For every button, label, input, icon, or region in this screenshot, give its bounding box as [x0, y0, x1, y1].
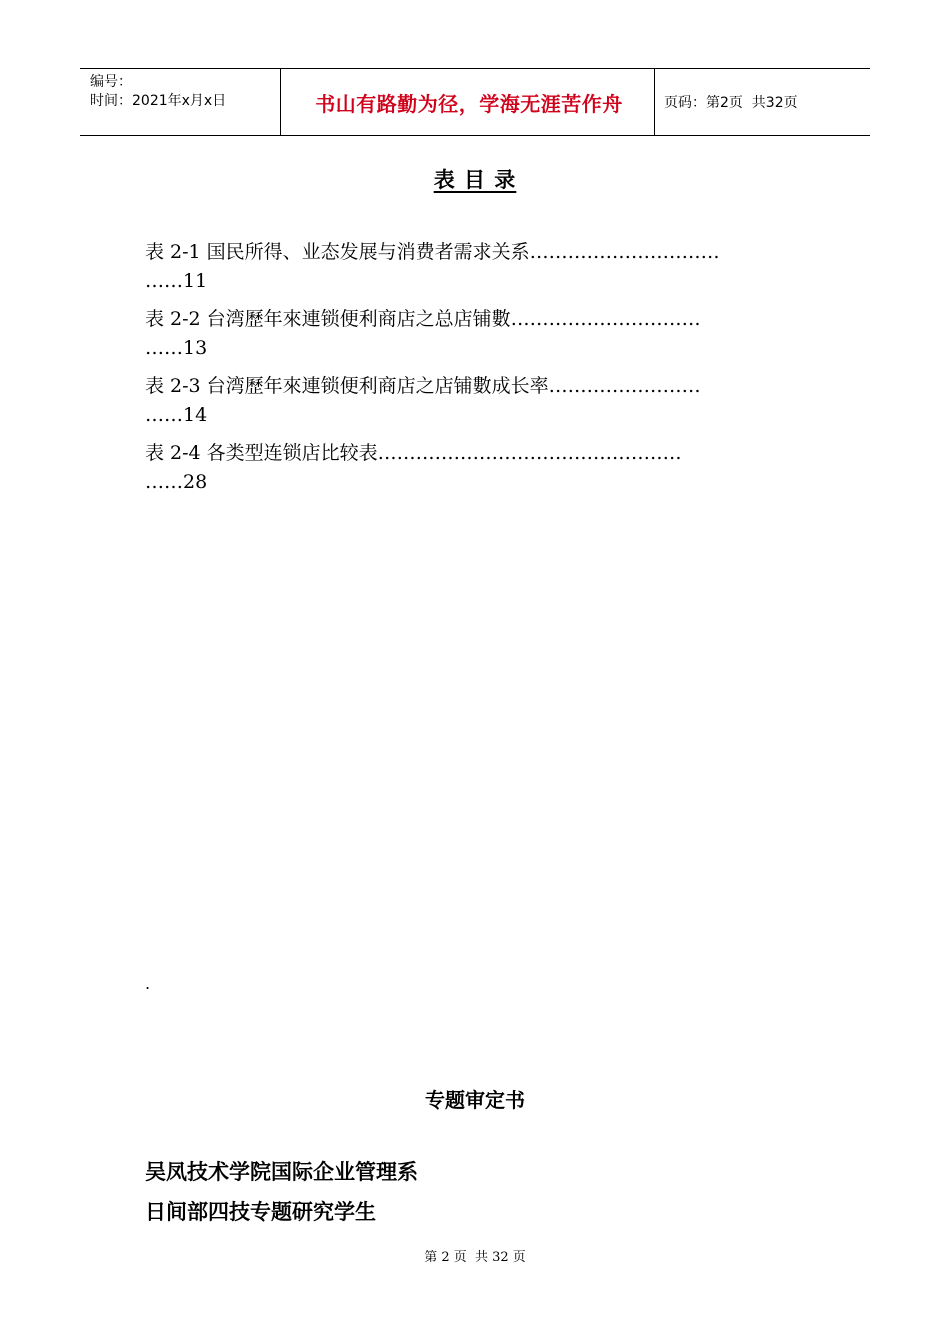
toc-entry-text: 表 2-2 台湾歷年來連锁便利商店之总店铺數…………………………: [145, 308, 701, 330]
approval-student-group: 日间部四技专题研究学生: [145, 1200, 376, 1224]
header-number-label: 编号：: [90, 74, 132, 90]
toc-entry-text: 表 2-1 国民所得、业态发展与消费者需求关系…………………………: [145, 241, 720, 263]
toc-entry-page: ……11: [145, 270, 208, 292]
header-divider-left: [280, 69, 281, 135]
page-footer: 第 2 页 共 32 页: [424, 1250, 526, 1265]
header-meta: [90, 73, 226, 111]
page-header: [80, 68, 870, 136]
approval-title: 专题审定书: [425, 1088, 525, 1112]
toc-title-text: 表 目 录: [433, 167, 517, 192]
toc-entry[interactable]: [145, 238, 797, 296]
toc-list: [145, 238, 797, 506]
toc-entry-page: ……28: [145, 471, 208, 493]
toc-entry[interactable]: [145, 372, 797, 430]
header-time-label: 时间：2021年x月x日: [90, 93, 227, 109]
toc-entry[interactable]: [145, 305, 797, 363]
toc-title: [0, 164, 950, 194]
toc-entry-text: 表 2-3 台湾歷年來連锁便利商店之店铺數成长率……………………: [145, 375, 701, 397]
toc-entry-text: 表 2-4 各类型连锁店比较表…………………………………………: [145, 442, 682, 464]
approval-department: 吴凤技术学院国际企业管理系: [145, 1160, 418, 1184]
stray-dot: .: [145, 974, 151, 993]
header-page-info: 页码：第2页 共32页: [664, 95, 798, 111]
toc-entry[interactable]: [145, 439, 797, 497]
header-motto: 书山有路勤为径，学海无涯苦作舟: [315, 91, 623, 116]
toc-entry-page: ……14: [145, 404, 208, 426]
header-divider-right: [654, 69, 655, 135]
toc-entry-page: ……13: [145, 337, 208, 359]
